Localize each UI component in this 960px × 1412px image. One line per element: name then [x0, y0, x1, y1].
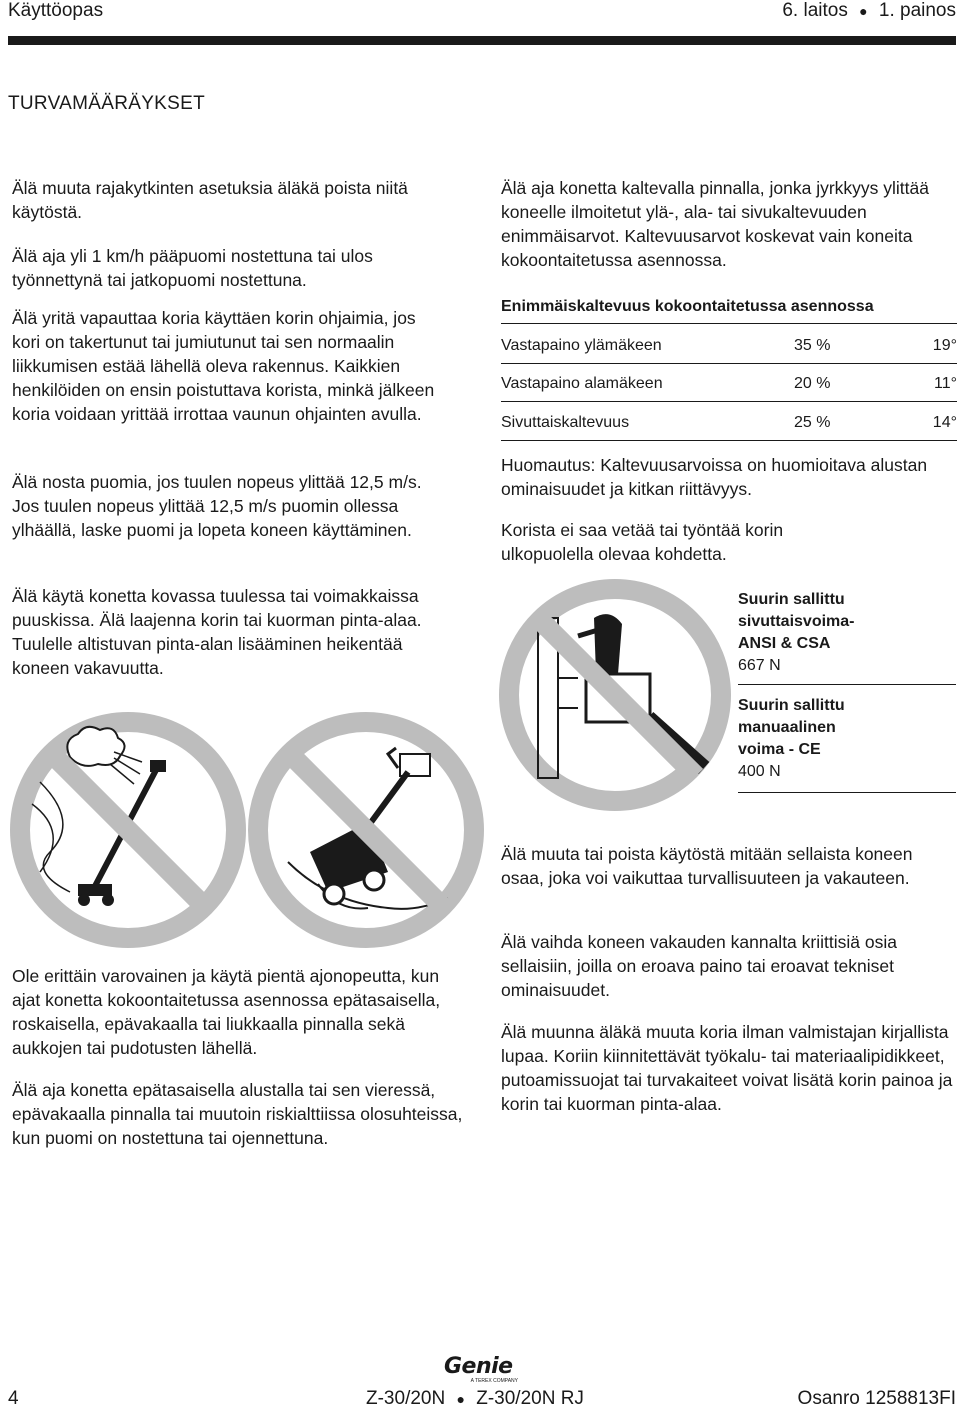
- force-value: 667 N: [738, 657, 781, 674]
- model-info: [366, 1388, 584, 1410]
- paragraph-limit-switches: Älä muuta rajakytkinten asetuksia äläkä poista niitä käytöstä.: [12, 178, 408, 222]
- force-divider: [738, 684, 956, 685]
- genie-logo: [444, 1356, 518, 1384]
- edition-label: 6. laitos: [782, 0, 848, 21]
- no-wind-prohibition-icon: [10, 712, 246, 948]
- row-label: Vastapaino ylämäkeen: [501, 337, 662, 354]
- force-label: manuaalinen: [738, 719, 836, 736]
- table-row: [501, 414, 957, 438]
- paragraph-no-modification: Älä muuta tai poista käytöstä mitään sellaista koneen osaa, joka voi vaikuttaa turvallisuuteen ja vakauteen.: [501, 844, 913, 888]
- row-label: Sivuttaiskaltevuus: [501, 414, 630, 431]
- table-row: [501, 337, 957, 361]
- printing-label: 1. painos: [878, 0, 956, 21]
- force-label: voima - CE: [738, 741, 821, 758]
- table-rule: [501, 440, 957, 441]
- manual-force-box: [738, 695, 956, 783]
- force-label: ANSI & CSA: [738, 635, 831, 652]
- side-force-box: [738, 589, 956, 677]
- bullet-icon: ●: [859, 3, 868, 19]
- paragraph-uneven-ground: Älä aja konetta epätasaisella alustalla tai sen vieressä, epävakaalla pinnalla tai muutoin riskialttiissa olosuhteissa, kun puomi on nostettuna tai ojennettuna.: [12, 1080, 463, 1148]
- model-b: Z-30/20N RJ: [476, 1388, 584, 1409]
- edition-info: [782, 0, 956, 22]
- header-rule: [8, 36, 956, 45]
- model-a: Z-30/20N: [366, 1388, 446, 1409]
- row-percent: 20 %: [794, 375, 831, 392]
- force-value: 400 N: [738, 763, 781, 780]
- table-rule: [501, 401, 957, 402]
- force-divider: [738, 792, 956, 793]
- force-label: Suurin sallittu: [738, 697, 845, 714]
- section-title: TURVAMÄÄRÄYKSET: [8, 93, 206, 114]
- part-number: Osanro 1258813FI: [797, 1388, 956, 1409]
- force-label: Suurin sallittu: [738, 591, 845, 608]
- manual-title: Käyttöopas: [8, 0, 104, 21]
- table-rule: [501, 323, 957, 324]
- paragraph-platform-modification: Älä muunna äläkä muuta koria ilman valmistajan kirjallista lupaa. Koriin kiinnitettävät työkalu- tai materiaalipidikkeet, putoamissuojat tai turvakaiteet voivat lisätä korin painoa ja korin tai kuorman pinta-alaa.: [501, 1022, 953, 1114]
- paragraph-drive-carefully: Ole erittäin varovainen ja käytä pientä ajonopeutta, kun ajat konetta kokoontaitetussa asennossa epätasaisella, roskaisella, epävakaalla tai liukkaalla pinnalla sekä aukkojen tai pudotusten lähellä.: [12, 966, 441, 1058]
- row-degrees: 14°: [932, 414, 957, 431]
- bullet-icon: ●: [456, 1391, 465, 1407]
- force-label: sivuttaisvoima-: [738, 613, 855, 630]
- no-pushing-prohibition-icon: [498, 578, 732, 812]
- paragraph-wind-speed: Älä nosta puomia, jos tuulen nopeus ylittää 12,5 m/s. Jos tuulen nopeus ylittää 12,5 m/s puomin ollessa ylhäällä, laske puomi ja lopeta koneen käyttäminen.: [12, 472, 422, 540]
- paragraph-strong-wind: Älä käytä konetta kovassa tuulessa tai voimakkaissa puuskissa. Älä laajenna korin tai kuorman pinta-alaa. Tuulelle altistuvan pinta-alan lisääminen heikentää koneen vakavuutta.: [12, 586, 422, 678]
- logo-text: Genie: [444, 1354, 513, 1379]
- page-number: 4: [8, 1388, 19, 1409]
- slope-table-title: Enimmäiskaltevuus kokoontaitetussa asennossa: [501, 298, 874, 315]
- paragraph-free-platform: Älä yritä vapauttaa koria käyttäen korin ohjaimia, jos kori on takertunut tai jumiutunut tai sen normaalin liikkumisen estää lähellä oleva rakennus. Kaikkien henkilöiden on ensin poistuttava korista, minkä jälkeen koria voidaan yrittää irrottaa vaunun ohjainten avulla.: [12, 308, 435, 424]
- no-tipping-prohibition-icon: [248, 712, 484, 948]
- paragraph-critical-parts: Älä vaihda koneen vakauden kannalta kriittisiä osia sellaisiin, joilla on eroava paino tai eroavat tekniset ominaisuudet.: [501, 932, 897, 1000]
- table-row: [501, 375, 957, 399]
- logo-subtext: A TEREX COMPANY: [470, 1378, 518, 1384]
- row-label: Vastapaino alamäkeen: [501, 375, 663, 392]
- paragraph-slope-limits: Älä aja konetta kaltevalla pinnalla, jonka jyrkkyys ylittää koneelle ilmoitetut ylä-, ala- tai sivukaltevuuden enimmäisarvot. Kaltevuusarvot koskevat vain koneita kokoontaitetussa asennossa.: [501, 178, 929, 270]
- row-percent: 25 %: [794, 414, 831, 431]
- slope-note: Huomautus: Kaltevuusarvoissa on huomioitava alustan ominaisuudet ja kitkan riittävyys.: [501, 455, 928, 499]
- row-degrees: 11°: [933, 375, 957, 392]
- table-rule: [501, 363, 957, 364]
- row-degrees: 19°: [932, 337, 957, 354]
- paragraph-drive-speed: Älä aja yli 1 km/h pääpuomi nostettuna tai ulos työnnettynä tai jatkopuomi nostettuna.: [12, 246, 373, 290]
- paragraph-no-pushing: Korista ei saa vetää tai työntää korin ulkopuolella olevaa kohdetta.: [501, 520, 784, 564]
- row-percent: 35 %: [794, 337, 831, 354]
